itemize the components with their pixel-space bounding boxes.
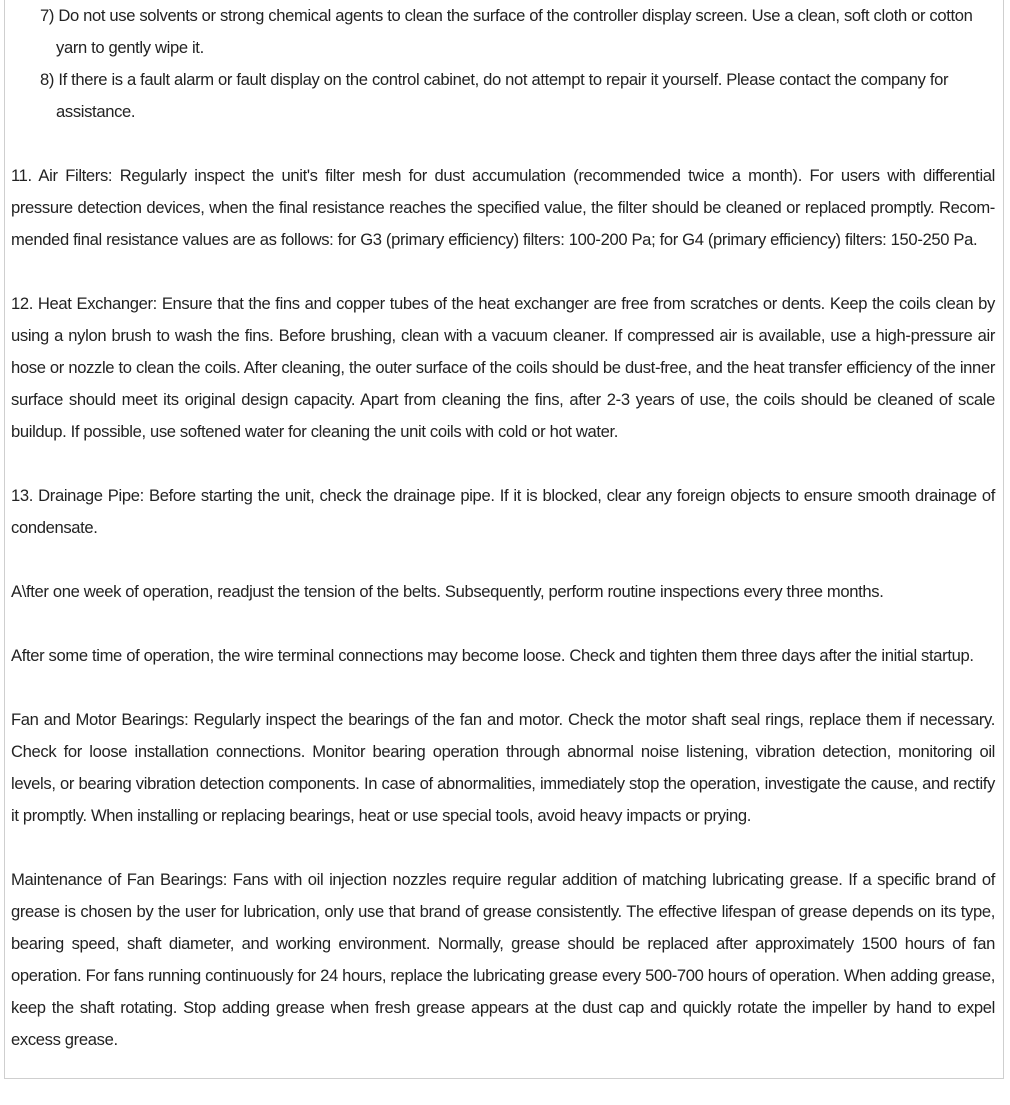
- paragraph-wire-terminals: After some time of operation, the wire terminal connections may become loose. Check and tighten them three days after the initial startup.: [11, 646, 974, 665]
- paragraph-fan-bearing-maintenance: Maintenance of Fan Bearings: Fans with oil injection nozzles require regular addition of matching lubricating grease. If a specific brand of grease is chosen by the user for lubrication, only use that brand of grease consistently. The effective lifespan of grease depends on its type, bearing speed, shaft diameter, and working environment. Normally, grease should be replaced after approximately 1500 hours of fan operation. For fans running continuously for 24 hours, replace the lubricating grease every 500-700 hours of operation. When adding grease, keep the shaft rotating. Stop adding grease when fresh grease appears at the dust cap and quickly rotate the impeller by hand to expel excess grease.: [11, 870, 995, 1049]
- paragraph-fan-motor-bearings: Fan and Motor Bearings: Regularly inspect the bearings of the fan and motor. Check the motor shaft seal rings, replace them if necessary. Check for loose installation connections. Monitor bearing operation through abnormal noise listening, vibration detection, monitoring oil levels, or bearing vibration detection components. In case of abnormalities, immediately stop the operation, investigate the cause, and rectify it promptly. When installing or replacing bearings, heat or use special tools, avoid heavy impacts or prying.: [11, 710, 995, 825]
- list-item-number: 7): [40, 6, 55, 25]
- paragraph-spacer: [11, 128, 995, 160]
- list-item-8: [11, 64, 995, 128]
- list-item-number: 8): [40, 70, 55, 89]
- paragraph-belts: A\fter one week of operation, readjust the tension of the belts. Subsequently, perform routine inspections every three months.: [11, 582, 884, 601]
- paragraph-spacer: [11, 544, 995, 576]
- paragraph-spacer: [11, 672, 995, 704]
- paragraph-spacer: [11, 448, 995, 480]
- paragraph-air-filters: 11. Air Filters: Regularly inspect the unit's filter mesh for dust accumulation (recommended twice a month). For users with differential pressure detection devices, when the final resistance reaches the specified value, the filter should be cleaned or replaced promptly. Recom-mended final resistance values are as follows: for G3 (primary efficiency) filters: 100-200 Pa; for G4 (primary efficiency) filters: 150-250 Pa.: [11, 166, 995, 249]
- paragraph-spacer: [11, 832, 995, 864]
- document-body: [11, 0, 995, 1056]
- list-item-7: [11, 0, 995, 64]
- list-item-text: Do not use solvents or strong chemical agents to clean the surface of the controller display screen. Use a clean, soft cloth or cotton yarn to gently wipe it.: [56, 6, 973, 57]
- paragraph-spacer: [11, 608, 995, 640]
- paragraph-heat-exchanger: 12. Heat Exchanger: Ensure that the fins and copper tubes of the heat exchanger are free from scratches or dents. Keep the coils clean by using a nylon brush to wash the fins. Before brushing, clean with a vacuum cleaner. If compressed air is available, use a high-pressure air hose or nozzle to clean the coils. After cleaning, the outer surface of the coils should be dust-free, and the heat transfer efficiency of the inner surface should meet its original design capacity. Apart from cleaning the fins, after 2-3 years of use, the coils should be cleaned of scale buildup. If possible, use softened water for cleaning the unit coils with cold or hot water.: [11, 294, 995, 441]
- paragraph-spacer: [11, 256, 995, 288]
- paragraph-drainage-pipe: 13. Drainage Pipe: Before starting the unit, check the drainage pipe. If it is blocked, clear any foreign objects to ensure smooth drainage of condensate.: [11, 486, 995, 537]
- list-item-text: If there is a fault alarm or fault display on the control cabinet, do not attempt to repair it yourself. Please contact the company for assistance.: [56, 70, 949, 121]
